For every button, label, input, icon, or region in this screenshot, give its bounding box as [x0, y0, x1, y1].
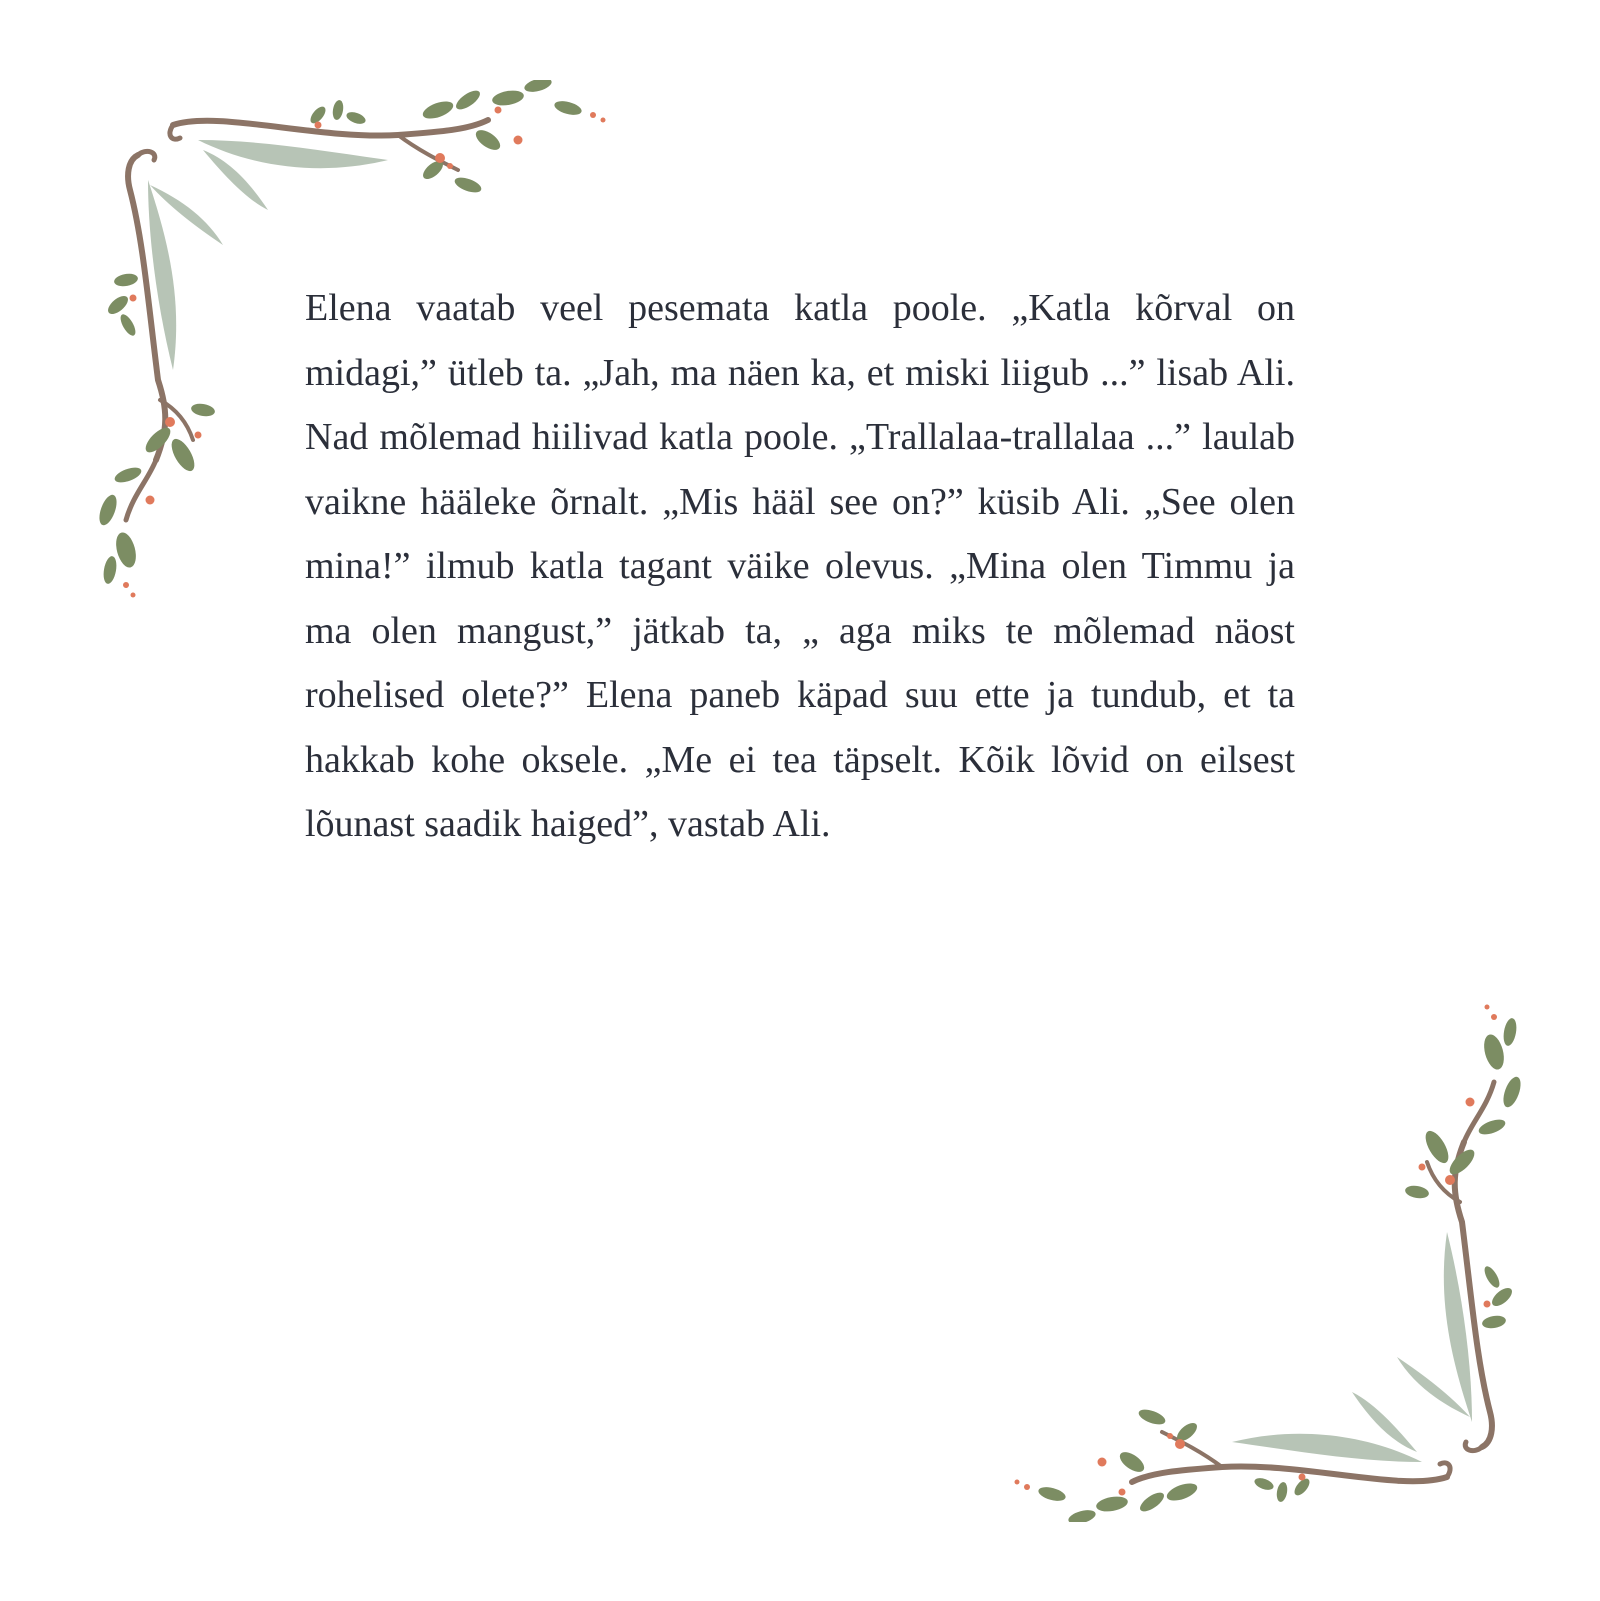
floral-corner-bottom-right-icon [992, 1002, 1532, 1522]
story-paragraph: Elena vaatab veel pesemata katla poole. „Katla kõrval on midagi,” ütleb ta. „Jah, ma näen ka, et miski liigub ...” lisab Ali. Nad mõlemad hiilivad katla poole. „Trallalaa-trallalaa ...” laulab vaikne hääleke õrnalt. „Mis hääl see on?” küsib Ali. „See olen mina!” ilmub katla tagant väike olevus. „Mina olen Timmu ja ma olen mangust,” jätkab ta, „ aga miks te mõlemad näost rohelised olete?” Elena paneb käpad suu ette ja tundub, et ta hakkab kohe oksele. „Me ei tea täpselt. Kõik lõvid on eilsest lõunast saadik haiged”, vastab Ali. [305, 287, 1295, 845]
